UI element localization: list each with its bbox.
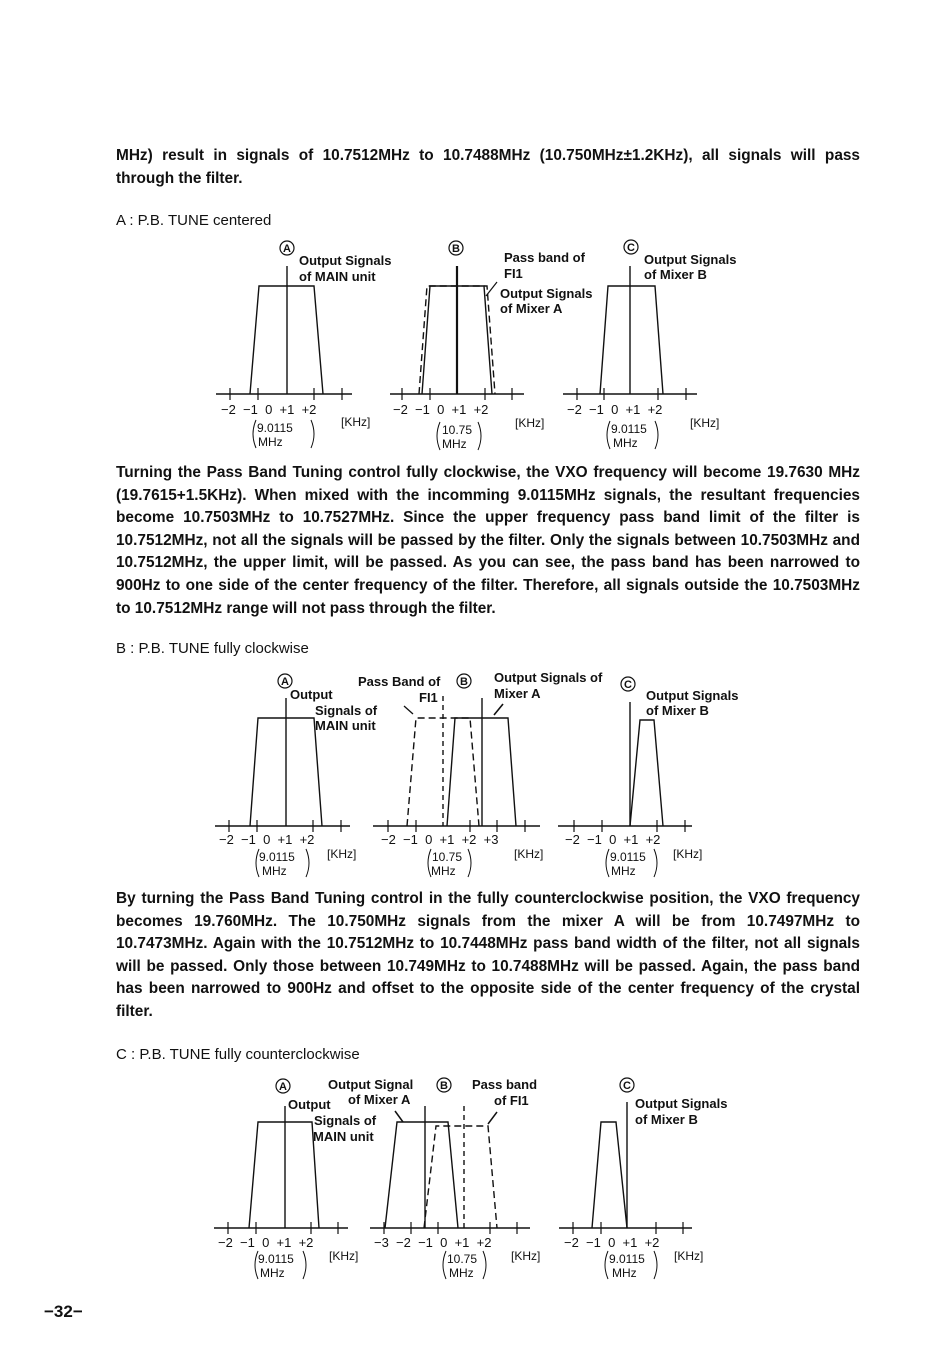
circle-label-c: C [624, 679, 632, 691]
circle-label-a: A [283, 243, 291, 255]
figure-c-pb-tune-counterclockwise [0, 1074, 950, 1294]
label-output-signals-mixer: Output Signals [500, 286, 593, 301]
label-of-mixer-b: of Mixer B [646, 703, 709, 718]
khz-label-c: [KHz] [674, 1249, 704, 1263]
mhz-label-c: MHz [611, 864, 636, 878]
label-fi1: FI1 [504, 266, 523, 281]
khz-label-c: [KHz] [673, 847, 703, 861]
label-signals-of: Signals of [314, 1113, 377, 1128]
circle-label-c: C [627, 242, 635, 254]
label-output-signal: Output Signal [328, 1077, 414, 1092]
label-of-fi1: of FI1 [494, 1093, 529, 1108]
circle-label-a: A [281, 676, 289, 688]
label-main-unit: MAIN unit [315, 718, 376, 733]
freq-label-a: 9.0115 [258, 1252, 294, 1266]
label-pass-band-of: Pass band of [504, 250, 585, 265]
mhz-label-c: MHz [613, 436, 638, 450]
label-output-signals: Output Signals [299, 253, 392, 268]
label-output-signals-c: Output Signals [635, 1096, 728, 1111]
figure-c-panel-filter [328, 1077, 540, 1280]
freq-label-b: 10.75 [432, 850, 463, 864]
tick-labels-a: −2 −1 0 +1 +2 [219, 832, 315, 847]
label-mixer-a: Mixer A [494, 686, 541, 701]
freq-label-c: 9.0115 [610, 850, 646, 864]
khz-label-a: [KHz] [327, 847, 357, 861]
figure-a-panel-filter [390, 241, 592, 451]
freq-label-a: 9.0115 [257, 421, 293, 435]
freq-label-b: 10.75 [447, 1252, 478, 1266]
intro-paragraph: MHz) result in signals of 10.7512MHz to 10.7488MHz (10.750MHz±1.2KHz), all signals will pass through the filter. [116, 147, 860, 187]
khz-label-a: [KHz] [341, 415, 371, 429]
freq-label-c: 9.0115 [611, 422, 647, 436]
label-of-mixer-a: of Mixer A [500, 301, 563, 316]
khz-label-b: [KHz] [514, 847, 544, 861]
page-number: −32− [44, 1302, 83, 1321]
tick-labels-b: −2 −1 0 +1 +2 +3 [381, 832, 499, 847]
figure-a-panel-main-unit [216, 241, 391, 449]
tick-labels-c: −2 −1 0 +1 +2 [564, 1235, 660, 1250]
freq-label-b: 10.75 [442, 423, 473, 437]
label-of-mixer-a: of Mixer A [348, 1092, 411, 1107]
circle-label-b: B [452, 243, 460, 255]
figure-c-panel-mixer-b [559, 1078, 727, 1280]
freq-label-a: 9.0115 [259, 850, 295, 864]
khz-label-b: [KHz] [511, 1249, 541, 1263]
heading-b: B : P.B. TUNE fully clockwise [116, 640, 309, 657]
mhz-label-b: MHz [449, 1266, 474, 1280]
tick-labels-c: −2 −1 0 +1 +2 [565, 832, 661, 847]
label-output: Output [290, 687, 333, 702]
label-output: Output [288, 1097, 331, 1112]
khz-label-b: [KHz] [515, 416, 545, 430]
figure-c-panel-main-unit [214, 1079, 377, 1280]
mhz-label-b: MHz [431, 864, 456, 878]
paragraph-after-figure-b: By turning the Pass Band Tuning control in the fully counterclockwise position, the VXO frequency becomes 19.760MHz. The 10.750MHz signals from the mixer A will be from 10.7497MHz to 10.7473MHz. Again with the 10.7512MHz to 10.7448MHz pass band width of the filter, not all signals will be passed. Only those between 10.749MHz to 10.7488MHz will be passed. Again, the pass band has been narrowed to 900Hz and offset to the opposite side of the center frequency of the crystal filter. [116, 890, 860, 1020]
label-output-signals-of: Output Signals of [494, 670, 603, 685]
circle-label-c: C [623, 1080, 631, 1092]
label-of-mixer-b: of Mixer B [644, 267, 707, 282]
khz-label-c: [KHz] [690, 416, 720, 430]
mhz-label-a: MHz [262, 864, 287, 878]
tick-labels-b: −2 −1 0 +1 +2 [393, 402, 489, 417]
circle-label-b: B [460, 676, 468, 688]
label-pass-band: Pass band [472, 1077, 538, 1092]
label-main-unit: MAIN unit [313, 1129, 374, 1144]
figure-b-pb-tune-clockwise [0, 668, 950, 888]
label-pass-band-of: Pass Band of [358, 674, 441, 689]
heading-c: C : P.B. TUNE fully counterclockwise [116, 1046, 360, 1063]
figure-a-panel-mixer-b [563, 240, 736, 450]
heading-a: A : P.B. TUNE centered [116, 212, 272, 229]
label-output-signals-c: Output Signals [646, 688, 739, 703]
tick-labels-b: −3 −2 −1 0 +1 +2 [374, 1235, 492, 1250]
figure-a-pb-tune-centered [0, 236, 950, 456]
label-fi1: FI1 [419, 690, 438, 705]
tick-labels-c: −2 −1 0 +1 +2 [567, 402, 663, 417]
label-signals-of: Signals of [315, 703, 378, 718]
circle-label-a: A [279, 1081, 287, 1093]
freq-label-c: 9.0115 [609, 1252, 645, 1266]
mhz-label-b: MHz [442, 437, 467, 451]
figure-b-panel-main-unit [215, 674, 378, 878]
label-output-signals-c: Output Signals [644, 252, 737, 267]
tick-labels-a: −2 −1 0 +1 +2 [221, 402, 317, 417]
khz-label-a: [KHz] [329, 1249, 359, 1263]
paragraph-after-figure-a: Turning the Pass Band Tuning control fully clockwise, the VXO frequency will become 19.7630 MHz (19.7615+1.5KHz). When mixed with the incomming 9.0115MHz signals, the resultant frequencies become 10.7503MHz to 10.7527MHz. Since the upper frequency pass band limit of the filter is 10.7512MHz, not all the signals will be passed by the filter. Only the signals between 10.7503MHz and 10.7512MHz, the upper limit, will be passed. As you can see, the pass band has been narrowed to 900Hz to one side of the center frequency of the filter. Therefore, all signals outside the 10.7503MHz to 10.7512MHz range will not pass through the filter. [116, 464, 860, 617]
figure-b-panel-mixer-b [558, 677, 738, 878]
label-of-mixer-b: of Mixer B [635, 1112, 698, 1127]
tick-labels-a: −2 −1 0 +1 +2 [218, 1235, 314, 1250]
mhz-label-a: MHz [260, 1266, 285, 1280]
mhz-label-a: MHz [258, 435, 283, 449]
mhz-label-c: MHz [612, 1266, 637, 1280]
circle-label-b: B [440, 1080, 448, 1092]
label-of-main-unit: of MAIN unit [299, 269, 376, 284]
